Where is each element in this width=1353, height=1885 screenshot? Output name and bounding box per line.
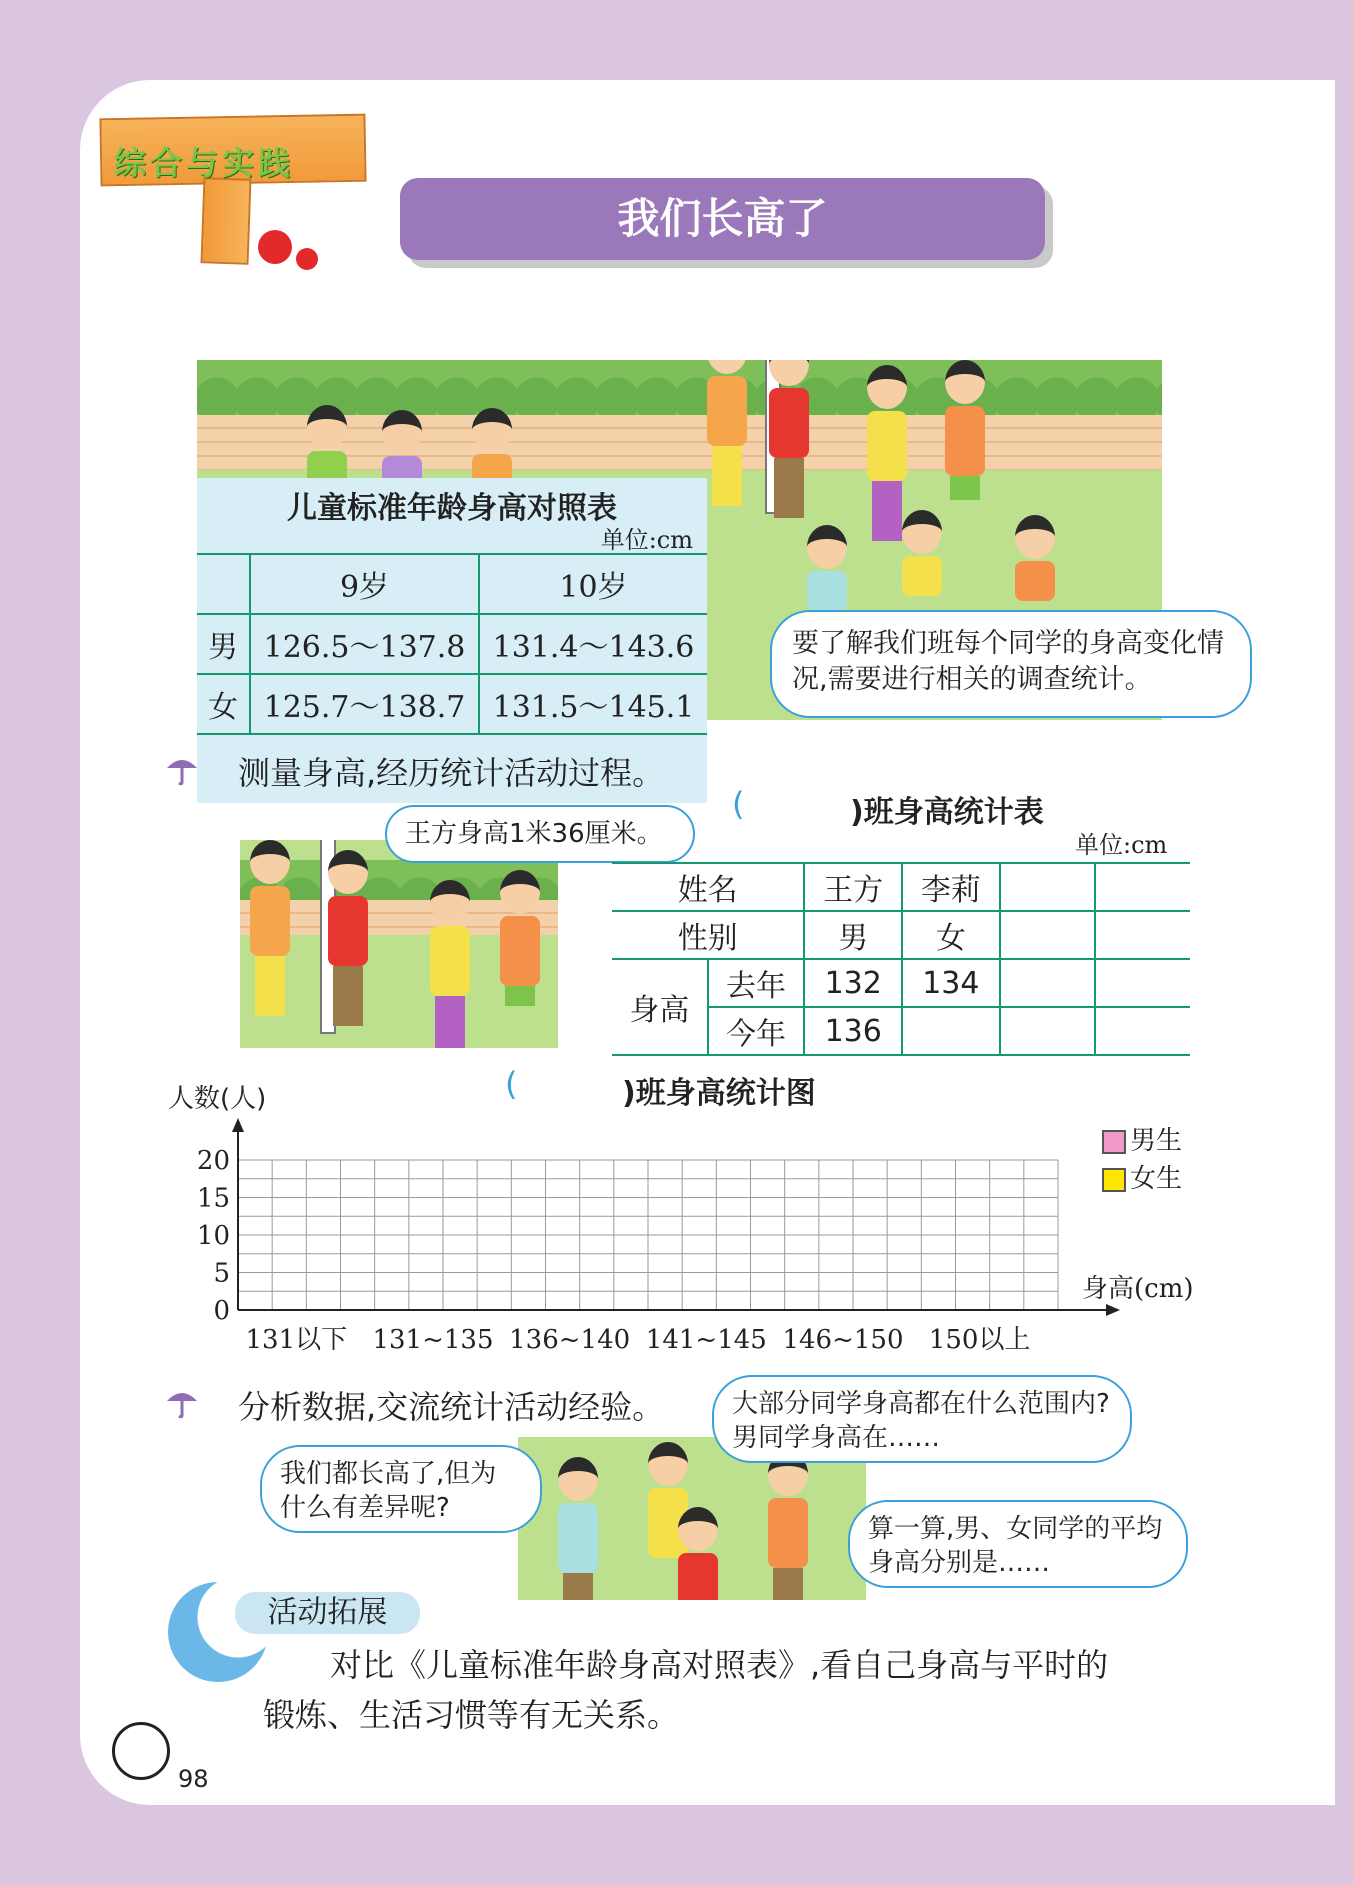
child-figure <box>867 365 907 541</box>
x-tick-label: 131~135 <box>372 1325 494 1355</box>
table-cell: 131.5～145.1 <box>479 674 707 734</box>
row-header: 姓名 <box>612 863 804 911</box>
corner-cell <box>197 554 250 614</box>
speech-bubble-average: 算一算,男、女同学的平均身高分别是…… <box>848 1500 1188 1588</box>
speech-bubble-survey: 要了解我们班每个同学的身高变化情况,需要进行相关的调查统计。 <box>770 610 1252 718</box>
child-figure <box>500 870 540 1006</box>
child-figure <box>678 1507 718 1600</box>
x-tick-label: 150以上 <box>928 1325 1031 1355</box>
y-tick-label: 0 <box>213 1296 230 1326</box>
page-title: 我们长高了 <box>617 194 828 243</box>
legend-label: 女生 <box>1130 1164 1183 1194</box>
column-header: 10岁 <box>479 554 707 614</box>
sub-row-header: 今年 <box>708 1007 805 1055</box>
unit-label: 单位:cm <box>600 526 693 554</box>
table-title: 儿童标准年龄身高对照表 <box>287 491 617 526</box>
table-cell: 132 <box>804 959 902 1007</box>
title-banner <box>400 178 1045 260</box>
y-tick-label: 5 <box>213 1258 230 1289</box>
legend-label: 男生 <box>1130 1126 1183 1156</box>
table-cell-empty <box>1000 863 1096 911</box>
child-figure <box>1015 515 1055 601</box>
y-tick-label: 10 <box>196 1221 230 1251</box>
child-figure <box>768 1452 808 1600</box>
class-table-title: )班身高统计表 <box>850 795 1044 830</box>
table-cell: 126.5～137.8 <box>250 614 479 674</box>
table-cell-empty <box>1095 959 1190 1007</box>
child-figure <box>430 880 470 1048</box>
panda-icon <box>112 1722 170 1780</box>
child-figure <box>769 360 809 518</box>
child-figure <box>558 1457 598 1600</box>
section-heading: 测量身高,经历统计活动过程。 <box>238 754 665 792</box>
row-header: 男 <box>197 614 250 674</box>
bar-chart <box>150 1100 1130 1360</box>
table-cell-empty <box>1095 1007 1190 1055</box>
umbrella-icon <box>165 1385 199 1419</box>
child-figure <box>707 360 747 506</box>
child-figure <box>328 850 368 1026</box>
table-cell: 李莉 <box>902 863 1000 911</box>
speech-bubble-range: 大部分同学身高都在什么范围内?男同学身高在…… <box>712 1375 1132 1463</box>
speech-bubble-wangfang: 王方身高1米36厘米。 <box>385 805 695 863</box>
section-sign-label: 综合与实践 <box>114 144 295 182</box>
table-cell: 女 <box>902 911 1000 959</box>
table-cell: 131.4～143.6 <box>479 614 707 674</box>
sign-post <box>201 177 252 265</box>
y-axis-arrow <box>232 1118 244 1132</box>
flower-icon <box>258 230 292 264</box>
activity-badge: 活动拓展 <box>235 1592 420 1634</box>
table-cell-empty <box>1095 863 1190 911</box>
flower-icon <box>296 248 318 270</box>
child-figure <box>945 360 985 500</box>
x-axis-arrow <box>1106 1304 1120 1316</box>
class-height-table <box>612 862 1190 1056</box>
chart-title: )班身高统计图 <box>622 1076 816 1111</box>
table-cell-empty <box>1000 911 1096 959</box>
table-cell: 王方 <box>804 863 902 911</box>
speech-bubble-why: 我们都长高了,但为什么有差异呢? <box>260 1445 542 1533</box>
table-cell-empty <box>1095 911 1190 959</box>
section-heading: 分析数据,交流统计活动经验。 <box>238 1388 665 1426</box>
table-cell <box>902 1007 1000 1055</box>
row-header: 女 <box>197 674 250 734</box>
child-figure <box>807 525 847 611</box>
page-number: 98 <box>178 1765 209 1793</box>
table-cell: 125.7～138.7 <box>250 674 479 734</box>
row-header: 性别 <box>612 911 804 959</box>
chart-class-blank-open: ( <box>505 1065 518 1103</box>
x-tick-label: 131以下 <box>245 1325 348 1355</box>
column-header: 9岁 <box>250 554 479 614</box>
child-figure <box>250 840 290 1016</box>
row-header: 身高 <box>612 959 708 1055</box>
class-blank-open: ( <box>732 785 745 823</box>
sub-row-header: 去年 <box>708 959 805 1007</box>
table-cell: 134 <box>902 959 1000 1007</box>
table-cell-empty <box>1000 959 1096 1007</box>
y-tick-label: 15 <box>196 1183 230 1214</box>
unit-label: 单位:cm <box>1075 831 1168 859</box>
x-tick-label: 141~145 <box>645 1325 767 1355</box>
child-figure <box>902 510 942 596</box>
x-axis-label: 身高(cm) <box>1082 1274 1194 1304</box>
table-cell: 136 <box>804 1007 902 1055</box>
standard-height-grid <box>197 553 707 735</box>
umbrella-icon <box>165 752 199 786</box>
table-cell-empty <box>1000 1007 1096 1055</box>
x-tick-label: 136~140 <box>509 1325 631 1355</box>
table-cell: 男 <box>804 911 902 959</box>
y-tick-label: 20 <box>196 1146 230 1176</box>
y-axis-label: 人数(人) <box>168 1084 267 1114</box>
x-tick-label: 146~150 <box>782 1325 904 1355</box>
extension-text-line2: 锻炼、生活习惯等有无关系。 <box>263 1696 680 1734</box>
measuring-illustration <box>240 840 558 1048</box>
extension-text-line1: 对比《儿童标准年龄身高对照表》,看自己身高与平时的 <box>330 1646 1109 1684</box>
